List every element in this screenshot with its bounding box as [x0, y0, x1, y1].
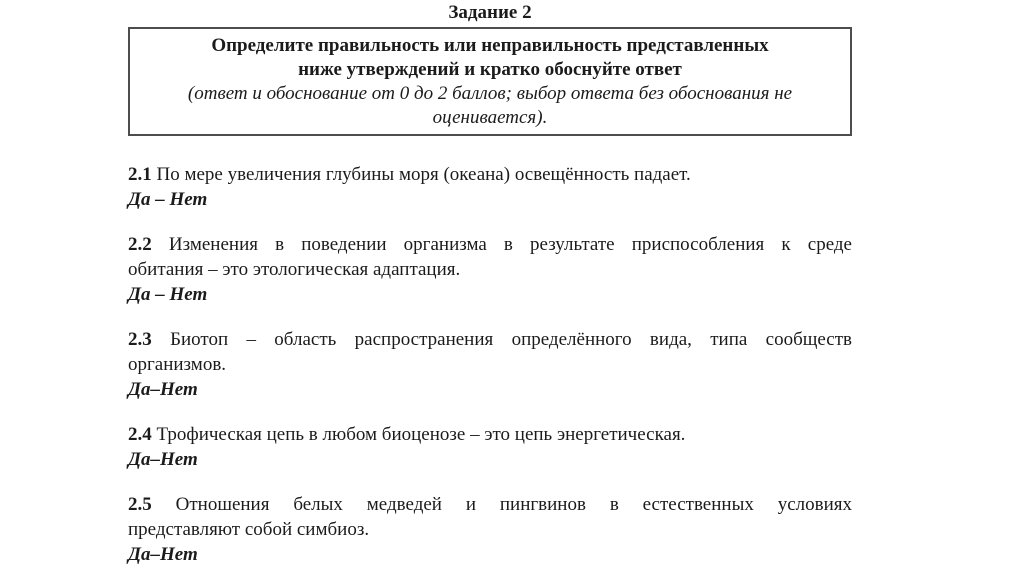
statement-item-2-1	[128, 162, 852, 212]
document-content	[128, 2, 852, 567]
instruction-bold-line-1: Определите правильность или неправильность представленных	[211, 35, 769, 56]
statement-text	[128, 162, 852, 187]
statement-number: 2.1	[128, 164, 152, 185]
instruction-bold-line-2: ниже утверждений и кратко обоснуйте ответ	[298, 59, 682, 80]
statement-number: 2.2	[128, 234, 152, 255]
statement-body: Изменения в поведении организма в результате приспособления к среде	[168, 234, 852, 255]
instruction-italic-line-1: (ответ и обоснование от 0 до 2 баллов; выбор ответа без обоснования не	[187, 83, 793, 104]
instruction-italic-line-2: оценивается).	[432, 107, 548, 128]
answer-options: Да–Нет	[128, 379, 198, 400]
statement-text	[128, 492, 852, 517]
statement-number: 2.4	[128, 424, 152, 445]
statement-number: 2.3	[128, 329, 152, 350]
statement-item-2-3	[128, 327, 852, 402]
statement-text	[128, 232, 852, 257]
statement-item-2-5	[128, 492, 852, 567]
statement-text	[128, 422, 852, 447]
instruction-box	[128, 27, 852, 136]
statement-number: 2.5	[128, 494, 152, 515]
statement-item-2-2	[128, 232, 852, 307]
answer-options: Да – Нет	[128, 284, 208, 305]
task-title: Задание 2	[448, 2, 532, 23]
statement-item-2-4	[128, 422, 852, 472]
answer-options: Да–Нет	[128, 544, 198, 565]
statements-list	[128, 162, 852, 567]
answer-options: Да – Нет	[128, 189, 208, 210]
statement-text-continued: обитания – это этологическая адаптация.	[128, 259, 461, 280]
statement-text	[128, 327, 852, 352]
answer-options: Да–Нет	[128, 449, 198, 470]
statement-body: Трофическая цепь в любом биоценозе – это цепь энергетическая.	[156, 424, 686, 445]
statement-body: Биотоп – область распространения определённого вида, типа сообществ	[170, 329, 853, 350]
statement-body: По мере увеличения глубины моря (океана) освещённость падает.	[156, 164, 691, 185]
statement-text-continued: организмов.	[128, 354, 227, 375]
statement-body: Отношения белых медведей и пингвинов в естественных условиях	[175, 494, 852, 515]
statement-text-continued: представляют собой симбиоз.	[128, 519, 370, 540]
